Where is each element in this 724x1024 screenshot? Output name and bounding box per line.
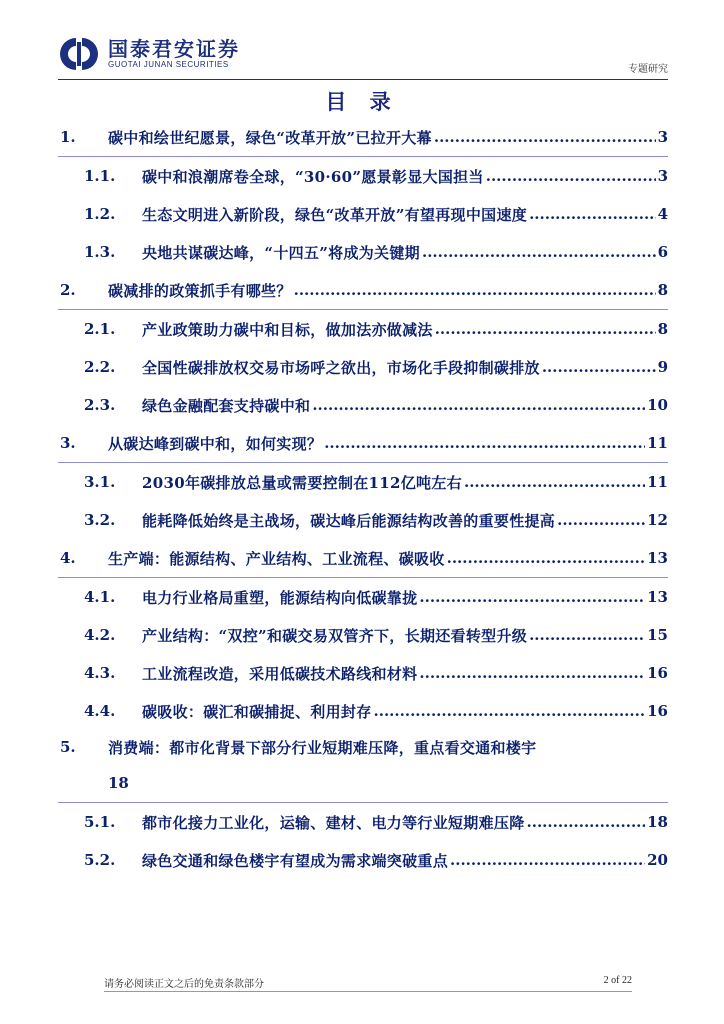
toc-entry-page: 16	[647, 702, 668, 720]
footer-divider	[104, 991, 632, 992]
toc-entry-title: 碳中和浪潮席卷全球，“30·60”愿景彰显大国担当	[142, 167, 484, 186]
toc-leader-dots	[542, 358, 656, 376]
toc-entry-title: 碳减排的政策抓手有哪些？	[108, 281, 292, 300]
toc-leader-dots	[435, 320, 656, 338]
logo-chinese-name: 国泰君安证券	[108, 37, 240, 61]
toc-leader-dots	[422, 243, 656, 261]
header-divider	[58, 79, 668, 80]
toc-entry-number: 1.2.	[84, 205, 116, 223]
toc-leader-dots	[557, 511, 645, 529]
toc-entry-5-page-line[interactable]	[58, 764, 668, 803]
page-number: 2 of 22	[603, 975, 632, 986]
toc-entry-number: 4.	[60, 549, 76, 567]
toc-entry-title: 生态文明进入新阶段，绿色“改革开放”有望再现中国速度	[142, 205, 528, 224]
toc-entry-page: 16	[647, 664, 668, 682]
toc-leader-dots	[464, 473, 645, 491]
toc-entry-number: 5.	[60, 738, 76, 756]
toc-entry-3-2[interactable]	[58, 501, 668, 539]
toc-entry-number: 2.3.	[84, 396, 116, 414]
toc-leader-dots	[419, 664, 645, 682]
toc-entry-1[interactable]	[58, 118, 668, 157]
toc-entry-title: 能耗降低始终是主战场，碳达峰后能源结构改善的重要性提高	[142, 511, 556, 530]
toc-entry-title: 央地共谋碳达峰，“十四五”将成为关键期	[142, 243, 420, 262]
toc-entry-2-2[interactable]	[58, 348, 668, 386]
toc-entry-4-2[interactable]	[58, 616, 668, 654]
toc-leader-dots	[529, 205, 656, 223]
toc-entry-title: 生产端：能源结构、产业结构、工业流程、碳吸收	[108, 549, 445, 568]
toc-entry-page: 13	[647, 549, 668, 567]
toc-entry-5-1[interactable]	[58, 803, 668, 841]
toc-leader-dots	[447, 549, 646, 567]
toc-entry-5[interactable]	[58, 730, 668, 764]
toc-entry-page: 18	[108, 774, 129, 792]
toc-leader-dots	[434, 128, 656, 146]
toc-leader-dots	[324, 434, 645, 452]
toc-entry-number: 4.4.	[84, 702, 116, 720]
page-footer	[104, 975, 632, 990]
toc-leader-dots	[450, 851, 645, 869]
toc-entry-page: 6	[657, 243, 668, 261]
toc-entry-number: 1.1.	[84, 167, 116, 185]
toc-entry-title: 绿色交通和绿色楼宇有望成为需求端突破重点	[142, 851, 449, 870]
toc-entry-title: 产业结构：“双控”和碳交易双管齐下，长期还看转型升级	[142, 626, 528, 645]
toc-leader-dots	[374, 702, 646, 720]
toc-entry-title: 工业流程改造，采用低碳技术路线和材料	[142, 664, 418, 683]
toc-leader-dots	[486, 167, 656, 185]
toc-entry-page: 10	[647, 396, 668, 414]
toc-leader-dots	[419, 588, 645, 606]
toc-entry-title: 产业政策助力碳中和目标，做加法亦做减法	[142, 320, 433, 339]
toc-entry-number: 3.	[60, 434, 76, 452]
toc-entry-1-2[interactable]	[58, 195, 668, 233]
toc-leader-dots	[529, 626, 645, 644]
toc-leader-dots	[527, 813, 646, 831]
toc-entry-title: 2030年碳排放总量或需要控制在112亿吨左右	[142, 473, 462, 492]
company-logo	[58, 36, 240, 72]
toc-entry-number: 3.2.	[84, 511, 116, 529]
logo-english-name: GUOTAI JUNAN SECURITIES	[108, 60, 229, 69]
toc-entry-page: 13	[647, 588, 668, 606]
toc-entry-3-1[interactable]	[58, 463, 668, 501]
toc-entry-title: 全国性碳排放权交易市场呼之欲出，市场化手段抑制碳排放	[142, 358, 540, 377]
toc-entry-page: 4	[657, 205, 668, 223]
toc-entry-1-1[interactable]	[58, 157, 668, 195]
toc-entry-number: 4.1.	[84, 588, 116, 606]
toc-entry-1-3[interactable]	[58, 233, 668, 271]
toc-entry-4-1[interactable]	[58, 578, 668, 616]
toc-leader-dots	[294, 281, 656, 299]
toc-entry-number: 1.3.	[84, 243, 116, 261]
toc-entry-page: 12	[647, 511, 668, 529]
toc-entry-page: 18	[647, 813, 668, 831]
toc-entry-number: 2.2.	[84, 358, 116, 376]
toc-entry-4-3[interactable]	[58, 654, 668, 692]
toc-entry-title: 碳吸收：碳汇和碳捕捉、利用封存	[142, 702, 372, 721]
table-of-contents	[58, 118, 668, 879]
toc-entry-number: 4.3.	[84, 664, 116, 682]
toc-entry-title: 碳中和绘世纪愿景，绿色“改革开放”已拉开大幕	[108, 128, 432, 147]
toc-entry-page: 11	[647, 473, 668, 491]
toc-entry-3[interactable]	[58, 424, 668, 463]
toc-heading: 目 录	[325, 89, 399, 114]
toc-leader-dots	[312, 396, 645, 414]
report-type-tag: 专题研究	[628, 64, 668, 75]
toc-entry-2[interactable]	[58, 271, 668, 310]
toc-entry-number: 2.	[60, 281, 76, 299]
toc-entry-number: 5.2.	[84, 851, 116, 869]
toc-entry-page: 3	[657, 128, 668, 146]
toc-entry-number: 4.2.	[84, 626, 116, 644]
toc-entry-5-2[interactable]	[58, 841, 668, 879]
toc-entry-title: 消费端：都市化背景下部分行业短期难压降，重点看交通和楼宇	[108, 738, 537, 757]
toc-entry-title: 从碳达峰到碳中和，如何实现？	[108, 434, 323, 453]
toc-entry-2-3[interactable]	[58, 386, 668, 424]
disclaimer-note: 请务必阅读正文之后的免责条款部分	[104, 979, 264, 990]
toc-entry-4-4[interactable]	[58, 692, 668, 730]
toc-entry-number: 3.1.	[84, 473, 116, 491]
toc-entry-page: 8	[657, 281, 668, 299]
toc-entry-title: 绿色金融配套支持碳中和	[142, 396, 311, 415]
toc-entry-2-1[interactable]	[58, 310, 668, 348]
toc-entry-number: 2.1.	[84, 320, 116, 338]
toc-entry-title: 都市化接力工业化，运输、建材、电力等行业短期难压降	[142, 813, 525, 832]
toc-entry-page: 20	[647, 851, 668, 869]
toc-entry-4[interactable]	[58, 539, 668, 578]
toc-entry-page: 8	[657, 320, 668, 338]
toc-entry-page: 11	[647, 434, 668, 452]
logo-emblem-icon	[58, 36, 102, 72]
toc-entry-title: 电力行业格局重塑，能源结构向低碳靠拢	[142, 588, 418, 607]
page-header	[58, 36, 668, 82]
toc-entry-page: 3	[657, 167, 668, 185]
toc-entry-number: 1.	[60, 128, 76, 146]
toc-entry-page: 9	[657, 358, 668, 376]
toc-entry-page: 15	[647, 626, 668, 644]
toc-entry-number: 5.1.	[84, 813, 116, 831]
